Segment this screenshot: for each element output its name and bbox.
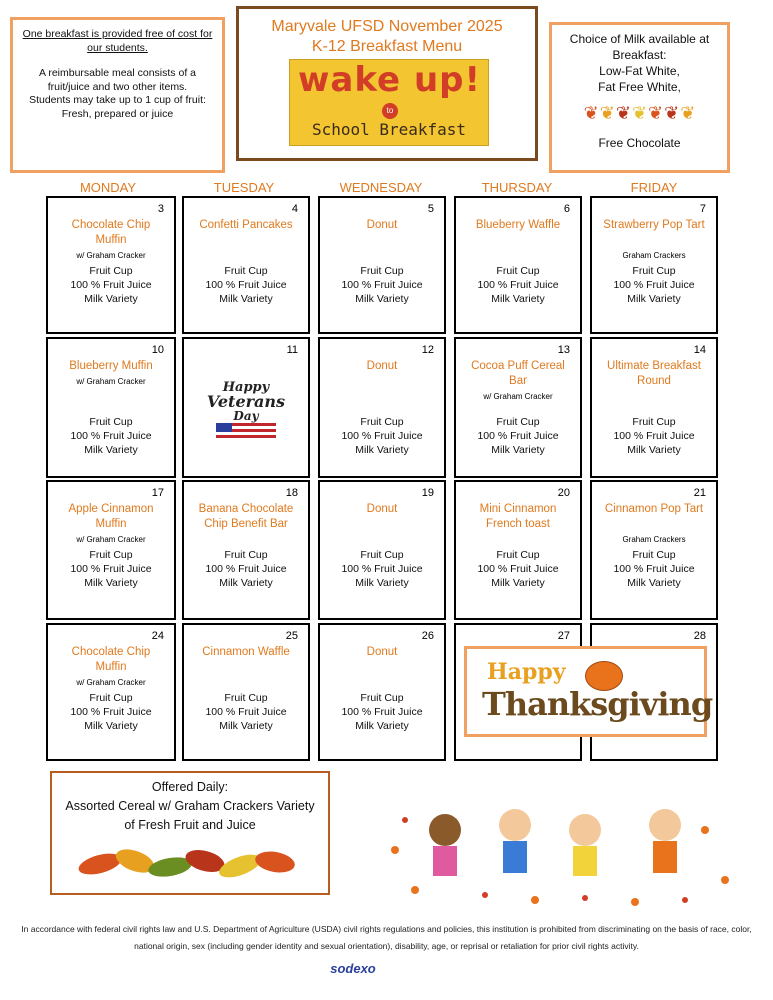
fruit-juice: 100 % Fruit Juice xyxy=(341,279,423,291)
menu-item: Cinnamon Pop Tart xyxy=(604,503,704,515)
fruit-cup: Fruit Cup xyxy=(632,416,676,428)
milk-variety: Milk Variety xyxy=(355,720,409,732)
milk-variety: Milk Variety xyxy=(491,293,545,305)
veterans-word: Veterans xyxy=(206,392,286,411)
fruit-juice: 100 % Fruit Juice xyxy=(613,279,695,291)
milk-low-fat: Low-Fat White, xyxy=(599,64,680,78)
menu-item: Apple Cinnamon Muffin xyxy=(68,503,154,530)
fruit-cup: Fruit Cup xyxy=(224,692,268,704)
calendar-day-cell xyxy=(182,196,310,334)
milk-variety: Milk Variety xyxy=(491,444,545,456)
menu-item: Banana Chocolate Chip Benefit Bar xyxy=(198,503,294,530)
milk-variety: Milk Variety xyxy=(219,577,273,589)
milk-variety: Milk Variety xyxy=(84,720,138,732)
fruit-cup: Fruit Cup xyxy=(89,416,133,428)
menu-item: Donut xyxy=(366,360,398,372)
day-header-thursday: THURSDAY xyxy=(481,180,553,195)
day-number: 24 xyxy=(151,630,164,642)
day-number: 18 xyxy=(285,487,298,499)
milk-variety: Milk Variety xyxy=(627,577,681,589)
day-number: 4 xyxy=(291,203,298,215)
fruit-note: Students may take up to 1 cup of fruit: Fresh, prepared or juice xyxy=(29,94,206,120)
day-number: 3 xyxy=(157,203,164,215)
milk-fat-free: Fat Free White, xyxy=(598,80,681,94)
wake-up-logo xyxy=(289,59,489,146)
menu-item-side: w/ Graham Cracker xyxy=(76,535,146,544)
calendar-day-cell xyxy=(318,337,446,478)
day-number: 27 xyxy=(557,630,570,642)
day-header-friday: FRIDAY xyxy=(630,180,678,195)
menu-item: Donut xyxy=(366,646,398,658)
milk-variety: Milk Variety xyxy=(627,444,681,456)
day-number: 28 xyxy=(693,630,706,642)
nondiscrimination-statement: In accordance with federal civil rights law and U.S. Department of Agriculture (USDA) civil rights regulations and policies, this institution is prohibited from discriminating on the basis of race, color, national origin, sex (including gender identity and sexual orientation), disability, age, or reprisal or retaliation for prior civil rights activity. xyxy=(21,924,752,951)
day-number: 19 xyxy=(421,487,434,499)
calendar-day-cell xyxy=(590,196,718,334)
menu-item: Cocoa Puff Cereal Bar xyxy=(471,360,565,387)
day-number: 21 xyxy=(693,487,706,499)
fruit-juice: 100 % Fruit Juice xyxy=(70,279,152,291)
notice-box xyxy=(10,17,225,173)
offered-daily-heading: Offered Daily: xyxy=(151,780,229,794)
calendar-day-cell xyxy=(182,480,310,620)
day-header-wednesday: WEDNESDAY xyxy=(339,180,423,195)
fruit-juice: 100 % Fruit Juice xyxy=(205,706,287,718)
menu-item-side: Graham Crackers xyxy=(622,535,686,544)
menu-item: Blueberry Muffin xyxy=(69,360,153,372)
thanksgiving-art xyxy=(464,646,713,737)
calendar-day-cell xyxy=(46,337,176,478)
fruit-cup: Fruit Cup xyxy=(224,549,268,561)
fruit-juice: 100 % Fruit Juice xyxy=(205,563,287,575)
fruit-juice: 100 % Fruit Juice xyxy=(341,706,423,718)
calendar-day-cell xyxy=(182,337,310,478)
calendar-day-cell xyxy=(454,337,582,478)
menu-item-side: w/ Graham Cracker xyxy=(76,377,146,386)
offered-daily-box xyxy=(50,771,330,895)
fruit-juice: 100 % Fruit Juice xyxy=(341,563,423,575)
calendar-day-cell xyxy=(318,480,446,620)
calendar-day-cell xyxy=(454,196,582,334)
milk-choice-heading: Choice of Milk available at Breakfast: xyxy=(569,32,710,62)
fruit-juice: 100 % Fruit Juice xyxy=(341,430,423,442)
page-title: Maryvale UFSD November 2025 xyxy=(271,18,503,35)
fruit-cup: Fruit Cup xyxy=(224,265,268,277)
milk-variety: Milk Variety xyxy=(84,577,138,589)
fruit-cup: Fruit Cup xyxy=(632,549,676,561)
milk-box xyxy=(549,22,730,173)
fruit-cup: Fruit Cup xyxy=(360,549,404,561)
fruit-juice: 100 % Fruit Juice xyxy=(70,563,152,575)
day-number: 12 xyxy=(421,344,434,356)
free-breakfast-note: One breakfast is provided free of cost for our students. xyxy=(22,28,213,54)
offered-daily-fruit: of Fresh Fruit and Juice xyxy=(124,818,256,832)
reimbursable-meal-note: A reimbursable meal consists of a fruit/juice and two other items. xyxy=(39,67,196,93)
autumn-leaves-icon xyxy=(70,839,310,889)
day-number: 26 xyxy=(421,630,434,642)
milk-chocolate: Free Chocolate xyxy=(598,136,681,150)
day-number: 7 xyxy=(699,203,706,215)
menu-item: Strawberry Pop Tart xyxy=(603,219,705,231)
fruit-cup: Fruit Cup xyxy=(496,549,540,561)
menu-item-side: Graham Crackers xyxy=(622,251,686,260)
logo-to: to xyxy=(382,103,398,119)
sodexo-logo: sodexo xyxy=(330,961,376,976)
day-number: 14 xyxy=(693,344,706,356)
day-number: 13 xyxy=(557,344,570,356)
fruit-cup: Fruit Cup xyxy=(360,265,404,277)
menu-item: Confetti Pancakes xyxy=(199,219,293,231)
fruit-cup: Fruit Cup xyxy=(360,692,404,704)
milk-variety: Milk Variety xyxy=(491,577,545,589)
fruit-cup: Fruit Cup xyxy=(89,692,133,704)
milk-variety: Milk Variety xyxy=(355,444,409,456)
calendar-day-cell xyxy=(46,623,176,761)
day-number: 6 xyxy=(563,203,570,215)
day-number: 20 xyxy=(557,487,570,499)
fruit-juice: 100 % Fruit Juice xyxy=(477,430,559,442)
flag-icon xyxy=(216,423,276,439)
milk-variety: Milk Variety xyxy=(355,293,409,305)
day-number: 25 xyxy=(285,630,298,642)
menu-item: Donut xyxy=(366,503,398,515)
day-number: 17 xyxy=(151,487,164,499)
menu-item: Mini Cinnamon French toast xyxy=(479,503,557,530)
menu-item: Blueberry Waffle xyxy=(475,219,561,231)
menu-item: Cinnamon Waffle xyxy=(202,646,290,658)
menu-item: Chocolate Chip Muffin xyxy=(71,219,151,246)
fruit-juice: 100 % Fruit Juice xyxy=(70,430,152,442)
day-header-tuesday: TUESDAY xyxy=(213,180,275,195)
fruit-juice: 100 % Fruit Juice xyxy=(613,430,695,442)
calendar-day-cell xyxy=(318,196,446,334)
milk-variety: Milk Variety xyxy=(355,577,409,589)
menu-item-side: w/ Graham Cracker xyxy=(483,392,553,401)
menu-item: Donut xyxy=(366,219,398,231)
fruit-cup: Fruit Cup xyxy=(89,265,133,277)
milk-variety: Milk Variety xyxy=(219,293,273,305)
thanksgiving-word: Thanksgiving xyxy=(482,685,713,723)
calendar-day-cell xyxy=(590,337,718,478)
calendar-day-cell xyxy=(46,480,176,620)
page-subtitle: K-12 Breakfast Menu xyxy=(311,38,463,55)
calendar-day-cell xyxy=(182,623,310,761)
fruit-cup: Fruit Cup xyxy=(360,416,404,428)
fruit-cup: Fruit Cup xyxy=(89,549,133,561)
fruit-juice: 100 % Fruit Juice xyxy=(477,563,559,575)
logo-school-breakfast: School Breakfast xyxy=(311,120,467,139)
milk-variety: Milk Variety xyxy=(627,293,681,305)
menu-item-side: w/ Graham Cracker xyxy=(76,251,146,260)
offered-daily-cereal: Assorted Cereal w/ Graham Crackers Variety xyxy=(65,799,315,813)
fruit-cup: Fruit Cup xyxy=(496,416,540,428)
header-box xyxy=(236,6,538,161)
menu-item-side: w/ Graham Cracker xyxy=(76,678,146,687)
fruit-juice: 100 % Fruit Juice xyxy=(70,706,152,718)
fruit-juice: 100 % Fruit Juice xyxy=(205,279,287,291)
veterans-day: Day xyxy=(233,409,259,423)
calendar-day-cell xyxy=(454,480,582,620)
day-number: 10 xyxy=(151,344,164,356)
fruit-cup: Fruit Cup xyxy=(632,265,676,277)
day-number: 11 xyxy=(286,344,298,356)
autumn-leaves-icon: ❦ ❦ ❦ ❦ ❦ ❦ ❦ xyxy=(583,103,696,123)
milk-variety: Milk Variety xyxy=(84,293,138,305)
calendar-day-cell xyxy=(46,196,176,334)
logo-wake-up: wake up! xyxy=(298,60,481,100)
fruit-juice: 100 % Fruit Juice xyxy=(613,563,695,575)
milk-variety: Milk Variety xyxy=(84,444,138,456)
milk-variety: Milk Variety xyxy=(219,720,273,732)
kids-autumn-illustration xyxy=(385,790,735,910)
veterans-happy: Happy xyxy=(222,380,270,395)
calendar-day-cell xyxy=(590,480,718,620)
calendar-day-cell xyxy=(318,623,446,761)
day-header-monday: MONDAY xyxy=(79,180,137,195)
fruit-cup: Fruit Cup xyxy=(496,265,540,277)
thanksgiving-happy: Happy xyxy=(487,659,566,685)
menu-item: Chocolate Chip Muffin xyxy=(71,646,151,673)
menu-item: Ultimate Breakfast Round xyxy=(607,360,701,387)
day-number: 5 xyxy=(427,203,434,215)
fruit-juice: 100 % Fruit Juice xyxy=(477,279,559,291)
